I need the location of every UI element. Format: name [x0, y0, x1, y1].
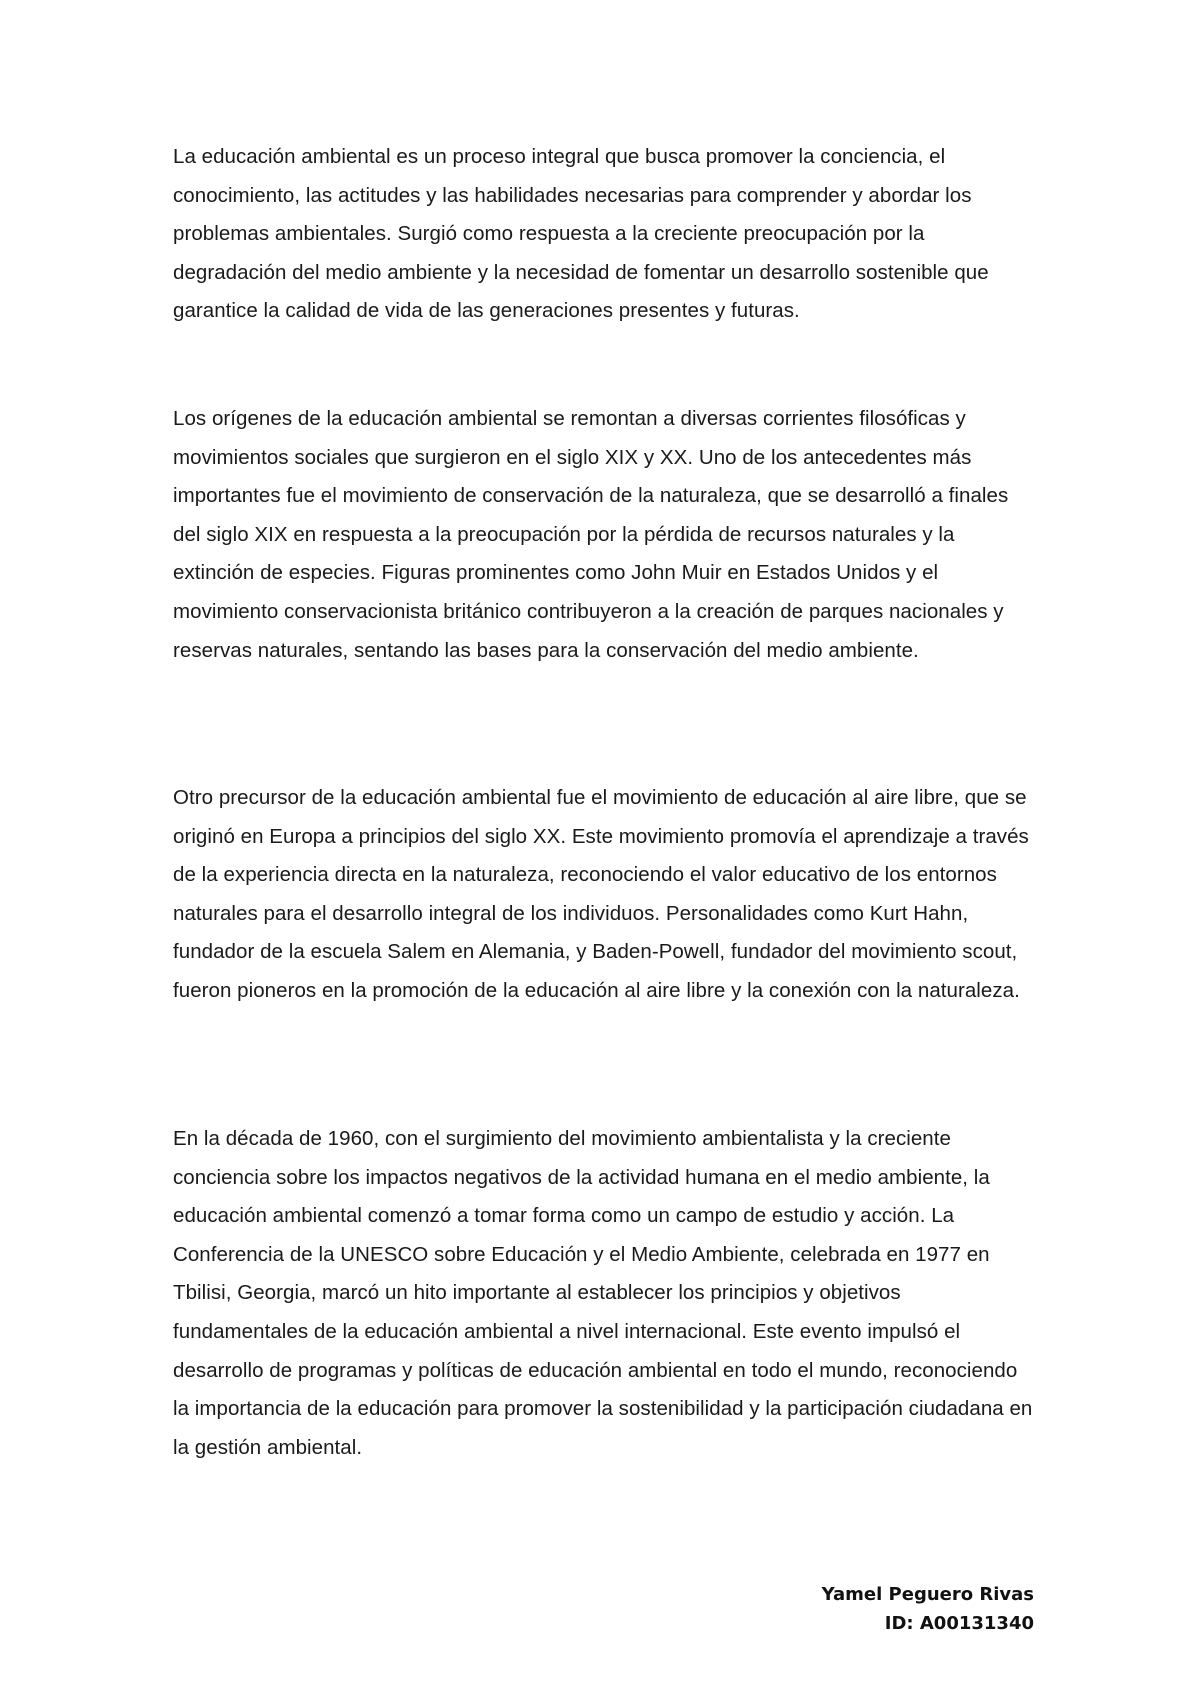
- paragraph-intro: La educación ambiental es un proceso integral que busca promover la conciencia, el conocimiento, las actitudes y las habilidades necesarias para comprender y abordar los problemas ambientales. Surgió como respuesta a la creciente preocupación por la degradación del medio ambiente y la necesidad de fomentar un desarrollo sostenible que garantice la calidad de vida de las generaciones presentes y futuras.: [173, 145, 989, 323]
- paragraph-1960s-unesco: En la década de 1960, con el surgimiento del movimiento ambientalista y la creciente conciencia sobre los impactos negativos de la actividad humana en el medio ambiente, la educación ambiental comenzó a tomar forma como un campo de estudio y acción. La Conferencia de la UNESCO sobre Educación y el Medio Ambiente, celebrada en 1977 en Tbilisi, Georgia, marcó un hito importante al establecer los principios y objetivos fundamentales de la educación ambiental a nivel internacional. Este evento impulsó el desarrollo de programas y políticas de educación ambiental en todo el mundo, reconociendo la importancia de la educación para promover la sostenibilidad y la participación ciudadana en la gestión ambiental.: [173, 1127, 1033, 1459]
- paragraph-outdoor-education: Otro precursor de la educación ambiental fue el movimiento de educación al aire libre, que se originó en Europa a principios del siglo XX. Este movimiento promovía el aprendizaje a través de la experiencia directa en la naturaleza, reconociendo el valor educativo de los entornos naturales para el desarrollo integral de los individuos. Personalidades como Kurt Hahn, fundador de la escuela Salem en Alemania, y Baden-Powell, fundador del movimiento scout, fueron pioneros en la promoción de la educación al aire libre y la conexión con la naturaleza.: [173, 786, 1029, 1002]
- author-signature-block: [822, 1580, 1034, 1638]
- author-name: Yamel Peguero Rivas: [821, 1584, 1034, 1605]
- paragraph-origins: Los orígenes de la educación ambiental se remontan a diversas corrientes filosóficas y movimientos sociales que surgieron en el siglo XIX y XX. Uno de los antecedentes más importantes fue el movimiento de conservación de la naturaleza, que se desarrolló a finales del siglo XIX en respuesta a la preocupación por la pérdida de recursos naturales y la extinción de especies. Figuras prominentes como John Muir en Estados Unidos y el movimiento conservacionista británico contribuyeron a la creación de parques nacionales y reservas naturales, sentando las bases para la conservación del medio ambiente.: [173, 407, 1009, 662]
- author-id: ID: A00131340: [884, 1613, 1034, 1634]
